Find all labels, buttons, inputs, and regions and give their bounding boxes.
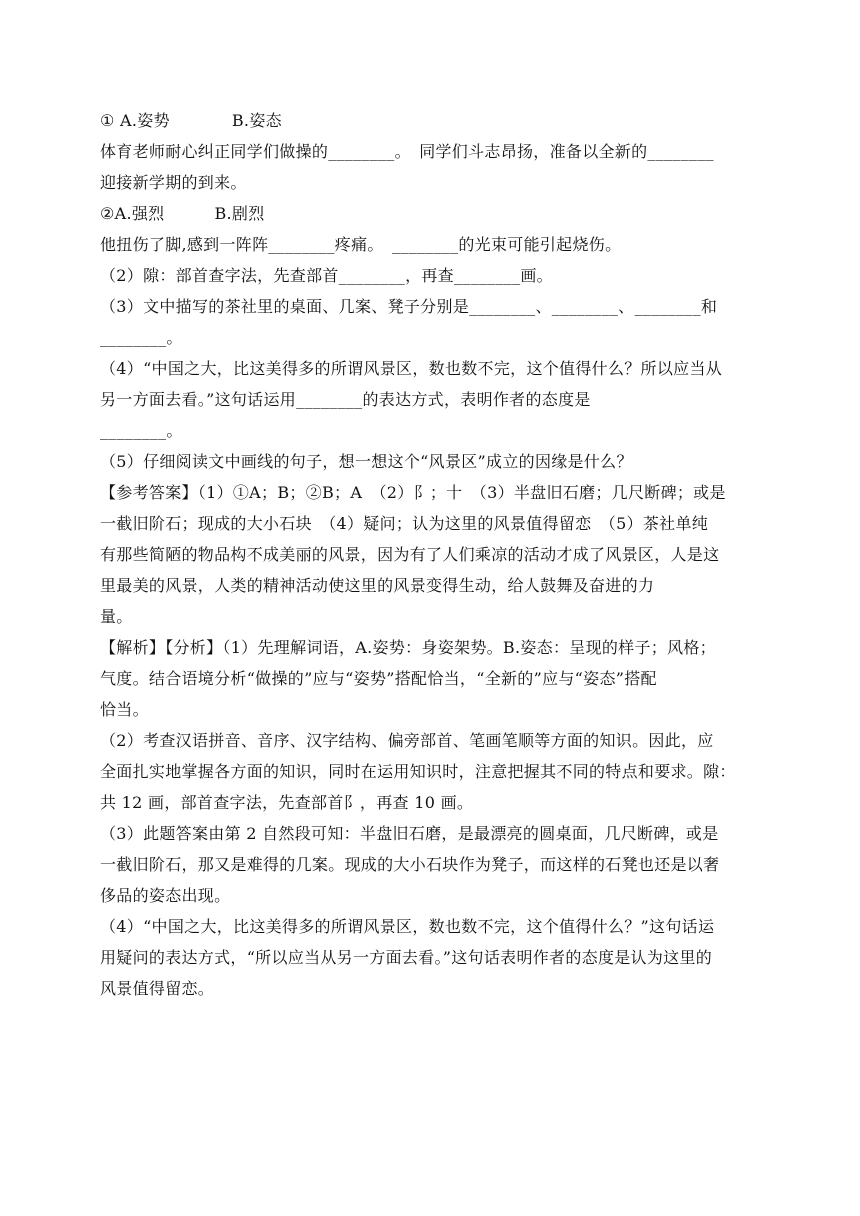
analysis-4: （4）“中国之大，比这美得多的所谓风景区，数也数不完，这个值得什么？”这句话运 — [100, 917, 715, 936]
answer-key: 量。 — [100, 607, 133, 626]
question-4-blank: ________。 — [100, 421, 183, 440]
option-1b: B.姿态 — [231, 111, 282, 130]
answer-key: 【参考答案】（1）①A；B；②B；A （2）阝；十 （3）半盘旧石磨；几尺断碑；或是 — [100, 483, 726, 502]
question-line: 他扭伤了脚,感到一阵阵________疼痛。 ________的光束可能引起烧伤。 — [100, 235, 622, 254]
analysis-2: 共 12 画，部首查字法，先查部首阝，再查 10 画。 — [100, 793, 474, 812]
analysis-3: （3）此题答案由第 2 自然段可知：半盘旧石磨，是最漂亮的圆桌面，几尺断碑，或是 — [100, 824, 719, 843]
analysis: 恰当。 — [100, 700, 149, 719]
answer-key: 一截旧阶石；现成的大小石块 （4）疑问；认为这里的风景值得留恋 （5）茶社单纯 — [100, 514, 709, 533]
option-2a: ②A.强烈 — [100, 204, 165, 223]
answer-key: 里最美的风景，人类的精神活动使这里的风景变得生动，给人鼓舞及奋进的力 — [100, 576, 655, 595]
question-5: （5）仔细阅读文中画线的句子，想一想这个“风景区”成立的因缘是什么？ — [100, 452, 633, 471]
question-4: （4）“中国之大，比这美得多的所谓风景区，数也数不完，这个值得什么？所以应当从 — [100, 359, 723, 378]
analysis: 气度。结合语境分析“做操的”应与“姿势”搭配恰当，“全新的”应与“姿态”搭配 — [100, 669, 657, 688]
analysis: 【解析】【分析】（1）先理解词语，A.姿势：身姿架势。B.姿态：呈现的样子；风格； — [100, 638, 716, 657]
option-line-2 — [100, 198, 760, 229]
document-page — [100, 105, 760, 1004]
option-1a: ① A.姿势 — [100, 111, 170, 130]
question-2: （2）隙：部首查字法，先查部首________，再查________画。 — [100, 266, 553, 285]
answer-key: 有那些简陋的物品构不成美丽的风景，因为有了人们乘凉的活动才成了风景区，人是这 — [100, 545, 720, 564]
question-3-cont: ________。 — [100, 328, 183, 347]
analysis-3: 一截旧阶石，那又是难得的几案。现成的大小石块作为凳子，而这样的石凳也还是以奢 — [100, 855, 720, 874]
analysis-4: 用疑问的表达方式，“所以应当从另一方面去看。”这句话表明作者的态度是认为这里的 — [100, 948, 713, 967]
option-2b: B.剧烈 — [214, 204, 265, 223]
question-3: （3）文中描写的茶社里的桌面、几案、凳子分别是________、________、________和 — [100, 297, 718, 316]
question-line: 体育老师耐心纠正同学们做操的________。 同学们斗志昂扬，准备以全新的________ — [100, 142, 714, 161]
analysis-3: 侈品的姿态出现。 — [100, 886, 231, 905]
analysis-4: 风景值得留恋。 — [100, 979, 215, 998]
question-line: 迎接新学期的到来。 — [100, 173, 247, 192]
analysis-2: 全面扎实地掌握各方面的知识，同时在运用知识时，注意把握其不同的特点和要求。隙： — [100, 762, 736, 781]
question-4-cont: 另一方面去看。”这句话运用________的表达方式，表明作者的态度是 — [100, 390, 591, 409]
option-line-1 — [100, 105, 760, 136]
analysis-2: （2）考查汉语拼音、音序、汉字结构、偏旁部首、笔画笔顺等方面的知识。因此，应 — [100, 731, 714, 750]
